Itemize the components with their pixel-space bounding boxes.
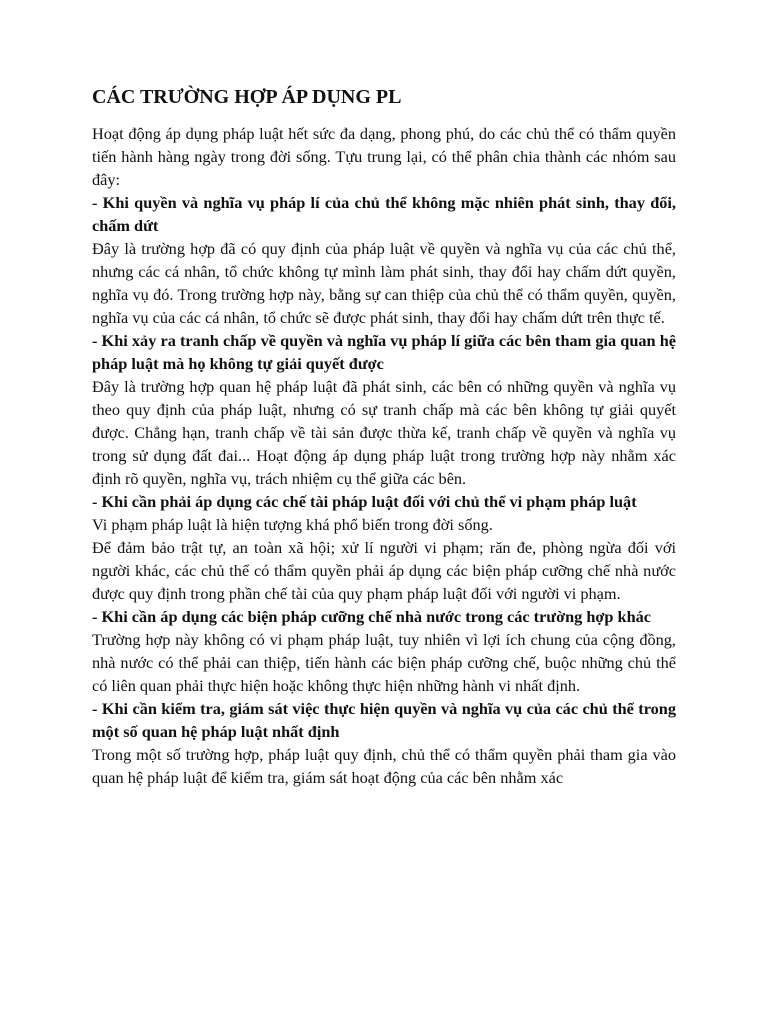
- section-body-3: Vi phạm pháp luật là hiện tượng khá phổ biến trong đời sống.: [92, 515, 493, 534]
- document-page: [92, 84, 676, 789]
- section-heading-2: - Khi xảy ra tranh chấp về quyền và nghĩa vụ pháp lí giữa các bên tham gia quan hệ pháp luật mà họ không tự giải quyết được: [92, 331, 676, 373]
- section-heading-4: - Khi cần áp dụng các biện pháp cưỡng chế nhà nước trong các trường hợp khác: [92, 607, 652, 626]
- section-heading-5: - Khi cần kiểm tra, giám sát việc thực hiện quyền và nghĩa vụ của các chủ thể trong một số quan hệ pháp luật nhất định: [92, 699, 676, 741]
- section-body-5: Trong một số trường hợp, pháp luật quy định, chủ thể có thẩm quyền phải tham gia vào quan hệ pháp luật để kiểm tra, giám sát hoạt động của các bên nhằm xác: [92, 745, 676, 787]
- section-heading-3: - Khi cần phải áp dụng các chế tài pháp luật đối với chủ thể vi phạm pháp luật: [92, 492, 637, 511]
- section-body-4: Trường hợp này không có vi phạm pháp luật, tuy nhiên vì lợi ích chung của cộng đồng, nhà nước có thể phải can thiệp, tiến hành các biện pháp cưỡng chế, buộc những chủ thể có liên quan phải thực hiện hoặc không thực hiện những hành vi nhất định.: [92, 630, 676, 695]
- section-heading-1: - Khi quyền và nghĩa vụ pháp lí của chủ thể không mặc nhiên phát sinh, thay đổi, chấm dứt: [92, 193, 676, 235]
- section-body-3b: Để đảm bảo trật tự, an toàn xã hội; xử lí người vi phạm; răn đe, phòng ngừa đối với người khác, các chủ thể có thẩm quyền phải áp dụng các biện pháp cưỡng chế nhà nước được quy định trong phần chế tài của quy phạm pháp luật đối với người vi phạm.: [92, 538, 676, 603]
- intro-paragraph: Hoạt động áp dụng pháp luật hết sức đa dạng, phong phú, do các chủ thể có thẩm quyền tiến hành hàng ngày trong đời sống. Tựu trung lại, có thể phân chia thành các nhóm sau đây:: [92, 124, 676, 189]
- section-body-1: Đây là trường hợp đã có quy định của pháp luật về quyền và nghĩa vụ của các chủ thể, nhưng các cá nhân, tổ chức không tự mình làm phát sinh, thay đổi hay chấm dứt quyền, nghĩa vụ đó. Trong trường hợp này, bằng sự can thiệp của chủ thể có thẩm quyền, quyền, nghĩa vụ của các cá nhân, tổ chức sẽ được phát sinh, thay đổi hay chấm dứt trên thực tế.: [92, 239, 676, 327]
- document-title: CÁC TRƯỜNG HỢP ÁP DỤNG PL: [92, 86, 402, 108]
- section-body-2: Đây là trường hợp quan hệ pháp luật đã phát sinh, các bên có những quyền và nghĩa vụ theo quy định của pháp luật, nhưng có sự tranh chấp mà các bên không tự giải quyết được. Chẳng hạn, tranh chấp về tài sản được thừa kế, tranh chấp về quyền và nghĩa vụ trong sử dụng đất đai... Hoạt động áp dụng pháp luật trong trường hợp này nhằm xác định rõ quyền, nghĩa vụ, trách nhiệm cụ thể giữa các bên.: [92, 377, 676, 488]
